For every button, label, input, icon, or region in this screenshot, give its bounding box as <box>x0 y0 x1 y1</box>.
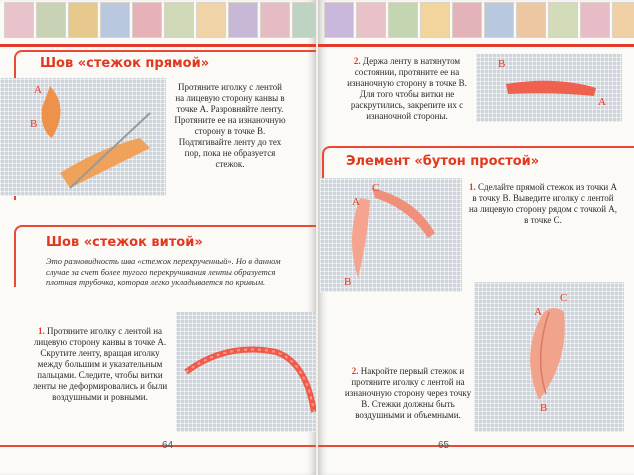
step-number: 2. <box>353 56 361 66</box>
label-a: A <box>534 306 542 318</box>
left-page <box>0 0 316 475</box>
twisted-step1 <box>30 326 170 403</box>
step-number: 1. <box>469 182 476 192</box>
twisted-stitch-intro: Это разновидность шва «стежок перекрученный». Но в данном случае за счет более тугого перекручивания ленты образуется плотная трубочка, которая легко укладывается по кривым. <box>46 256 281 287</box>
label-b: B <box>540 402 548 414</box>
straight-stitch-text: Протяните иголку с лентой на лицевую сторону канвы в точке А. Разровняйте ленту. Протяните ее на изнаночную сторону в точке В. Подтягивайте ленту до тех пор, пока не образуется стежок. <box>174 82 286 169</box>
label-b: B <box>498 58 506 70</box>
photo-bud-step2 <box>474 282 624 432</box>
right-page <box>318 0 634 475</box>
label-a: A <box>352 196 360 208</box>
footer-rule-right <box>318 445 634 447</box>
step-text: Протяните иголку с лентой на лицевую сторону канвы в точке А. Скрутите ленту, вращая иголку между большим и указательным пальцами. Следите, чтобы витки ленты не деформировались и были воздушными и ровными. <box>32 326 168 402</box>
photo-twisted-finished <box>476 54 622 122</box>
photo-straight-stitch <box>0 78 166 196</box>
label-a: A <box>598 96 606 108</box>
label-b: B <box>344 276 352 288</box>
bud-step2 <box>340 366 476 421</box>
flower-strip <box>4 2 316 44</box>
section-title-straight-stitch: Шов «стежок прямой» <box>40 56 210 71</box>
label-a: A <box>34 84 42 96</box>
page-number: 65 <box>438 440 450 451</box>
label-c: C <box>372 182 380 194</box>
label-c: C <box>560 292 568 304</box>
label-b: B <box>30 118 38 130</box>
page-number: 64 <box>162 440 174 451</box>
step-text: Сделайте прямой стежок из точки А в точку В. Выведите иголку с лентой на лицевую сторону рядом с точкой А, в точке С. <box>468 182 618 225</box>
step-text: Держа ленту в натянутом состоянии, протяните ее на изнаночную сторону в точке В. Для того чтобы витки не раскрутились, закрепите их с изнаночной стороны. <box>347 56 467 121</box>
ribbon-illustration <box>0 78 166 196</box>
flower-strip-right <box>324 2 634 44</box>
photo-bud-step1 <box>320 178 462 292</box>
bud-step1-illustration <box>320 178 462 292</box>
header-rule-right <box>318 44 634 47</box>
twisted-step2 <box>342 56 472 122</box>
twisted-ribbon-illustration <box>176 312 316 432</box>
step-number: 1. <box>37 326 45 336</box>
step-text: Накройте первый стежок и протяните иголку с лентой на изнаночную сторону через точку В. Стежки должны быть воздушными и объемными. <box>344 366 472 420</box>
header-rule <box>0 44 316 47</box>
step-number: 2. <box>351 366 359 376</box>
footer-rule <box>0 445 316 447</box>
section-title-twisted-stitch: Шов «стежок витой» <box>46 235 203 250</box>
photo-twisted-stitch <box>176 312 316 432</box>
section-title-bud: Элемент «бутон простой» <box>346 154 540 169</box>
bud-step1 <box>468 182 618 226</box>
bud-step2-illustration <box>474 282 624 432</box>
